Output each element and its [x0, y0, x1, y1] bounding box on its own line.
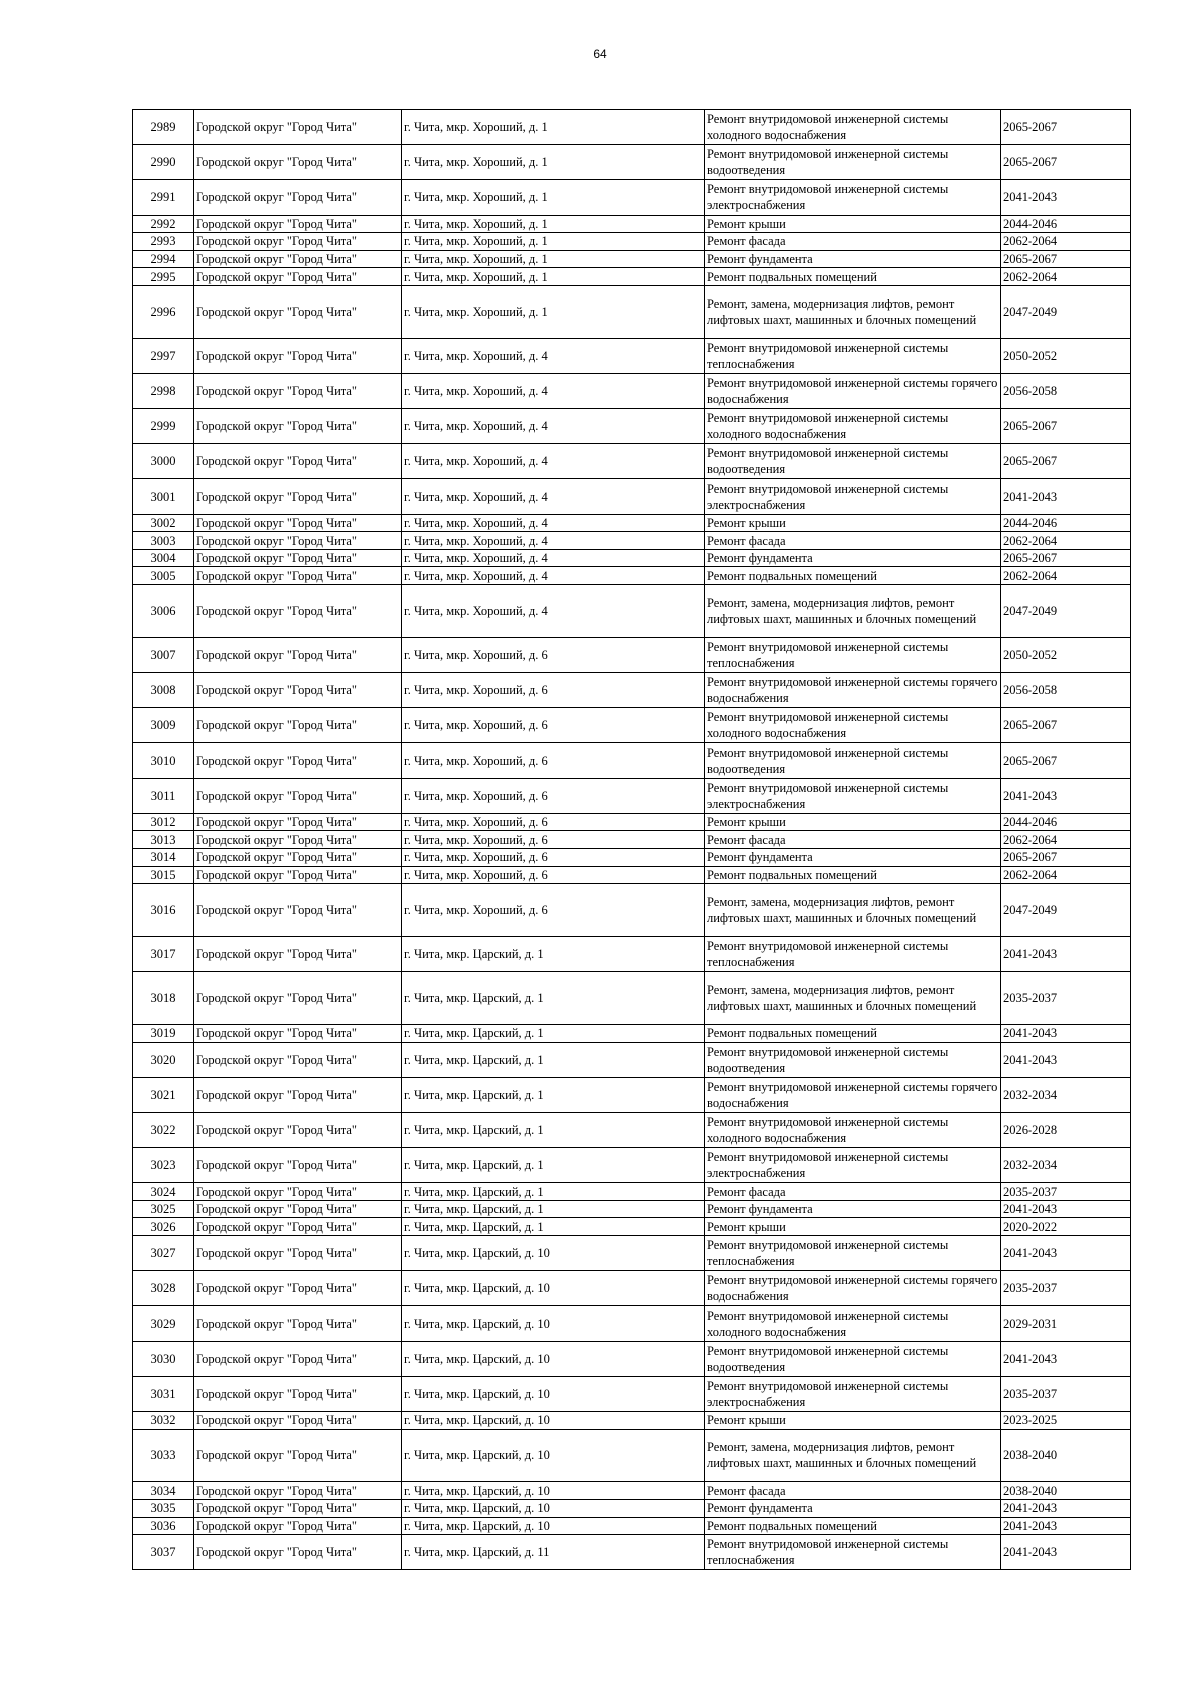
row-number-cell: 3002 — [133, 514, 194, 532]
work-type-cell: Ремонт внутридомовой инженерной системы теплоснабжения — [705, 637, 1001, 672]
period-cell: 2065-2067 — [1001, 444, 1131, 479]
municipality-cell: Городской округ "Город Чита" — [194, 1482, 402, 1500]
address-cell: г. Чита, мкр. Царский, д. 1 — [402, 1042, 705, 1077]
municipality-cell: Городской округ "Город Чита" — [194, 866, 402, 884]
table-row — [133, 1183, 1131, 1201]
municipality-cell: Городской округ "Город Чита" — [194, 479, 402, 514]
table-body — [133, 110, 1131, 1570]
address-cell: г. Чита, мкр. Царский, д. 10 — [402, 1236, 705, 1271]
address-cell: г. Чита, мкр. Царский, д. 1 — [402, 1148, 705, 1183]
row-number-cell: 3028 — [133, 1271, 194, 1306]
municipality-cell: Городской округ "Город Чита" — [194, 532, 402, 550]
municipality-cell: Городской округ "Город Чита" — [194, 1148, 402, 1183]
address-cell: г. Чита, мкр. Хороший, д. 1 — [402, 110, 705, 145]
period-cell: 2044-2046 — [1001, 514, 1131, 532]
address-cell: г. Чита, мкр. Хороший, д. 1 — [402, 215, 705, 233]
period-cell: 2023-2025 — [1001, 1412, 1131, 1430]
work-type-cell: Ремонт подвальных помещений — [705, 567, 1001, 585]
table-row — [133, 338, 1131, 373]
period-cell: 2020-2022 — [1001, 1218, 1131, 1236]
work-type-cell: Ремонт, замена, модернизация лифтов, ремонт лифтовых шахт, машинных и блочных помещений — [705, 285, 1001, 338]
municipality-cell: Городской округ "Город Чита" — [194, 743, 402, 778]
work-type-cell: Ремонт внутридомовой инженерной системы горячего водоснабжения — [705, 1077, 1001, 1112]
work-type-cell: Ремонт внутридомовой инженерной системы электроснабжения — [705, 479, 1001, 514]
period-cell: 2041-2043 — [1001, 1236, 1131, 1271]
period-cell: 2026-2028 — [1001, 1112, 1131, 1147]
row-number-cell: 2996 — [133, 285, 194, 338]
municipality-cell: Городской округ "Город Чита" — [194, 110, 402, 145]
table-row — [133, 1341, 1131, 1376]
work-type-cell: Ремонт внутридомовой инженерной системы холодного водоснабжения — [705, 1306, 1001, 1341]
table-row — [133, 250, 1131, 268]
work-type-cell: Ремонт фасада — [705, 233, 1001, 251]
table-row — [133, 1499, 1131, 1517]
address-cell: г. Чита, мкр. Хороший, д. 6 — [402, 884, 705, 937]
work-type-cell: Ремонт подвальных помещений — [705, 268, 1001, 286]
row-number-cell: 2998 — [133, 373, 194, 408]
address-cell: г. Чита, мкр. Хороший, д. 6 — [402, 813, 705, 831]
row-number-cell: 3035 — [133, 1499, 194, 1517]
table-row — [133, 444, 1131, 479]
municipality-cell: Городской округ "Город Чита" — [194, 1376, 402, 1411]
row-number-cell: 3013 — [133, 831, 194, 849]
address-cell: г. Чита, мкр. Хороший, д. 4 — [402, 549, 705, 567]
table-row — [133, 1200, 1131, 1218]
table-row — [133, 145, 1131, 180]
work-type-cell: Ремонт внутридомовой инженерной системы горячего водоснабжения — [705, 373, 1001, 408]
work-type-cell: Ремонт внутридомовой инженерной системы водоотведения — [705, 1341, 1001, 1376]
address-cell: г. Чита, мкр. Хороший, д. 1 — [402, 233, 705, 251]
work-type-cell: Ремонт внутридомовой инженерной системы горячего водоснабжения — [705, 1271, 1001, 1306]
municipality-cell: Городской округ "Город Чита" — [194, 813, 402, 831]
address-cell: г. Чита, мкр. Царский, д. 10 — [402, 1412, 705, 1430]
municipality-cell: Городской округ "Город Чита" — [194, 215, 402, 233]
table-row — [133, 1148, 1131, 1183]
row-number-cell: 3036 — [133, 1517, 194, 1535]
period-cell: 2062-2064 — [1001, 567, 1131, 585]
row-number-cell: 2992 — [133, 215, 194, 233]
period-cell: 2038-2040 — [1001, 1482, 1131, 1500]
address-cell: г. Чита, мкр. Хороший, д. 1 — [402, 250, 705, 268]
address-cell: г. Чита, мкр. Царский, д. 1 — [402, 1183, 705, 1201]
table-row — [133, 1517, 1131, 1535]
address-cell: г. Чита, мкр. Хороший, д. 6 — [402, 866, 705, 884]
period-cell: 2062-2064 — [1001, 532, 1131, 550]
table-row — [133, 233, 1131, 251]
row-number-cell: 3017 — [133, 936, 194, 971]
address-cell: г. Чита, мкр. Хороший, д. 4 — [402, 532, 705, 550]
work-type-cell: Ремонт, замена, модернизация лифтов, ремонт лифтовых шахт, машинных и блочных помещений — [705, 1429, 1001, 1482]
table-row — [133, 743, 1131, 778]
row-number-cell: 3025 — [133, 1200, 194, 1218]
work-type-cell: Ремонт внутридомовой инженерной системы теплоснабжения — [705, 1535, 1001, 1570]
row-number-cell: 3022 — [133, 1112, 194, 1147]
work-type-cell: Ремонт подвальных помещений — [705, 1024, 1001, 1042]
row-number-cell: 2989 — [133, 110, 194, 145]
work-type-cell: Ремонт, замена, модернизация лифтов, ремонт лифтовых шахт, машинных и блочных помещений — [705, 972, 1001, 1025]
period-cell: 2065-2067 — [1001, 743, 1131, 778]
municipality-cell: Городской округ "Город Чита" — [194, 1024, 402, 1042]
municipality-cell: Городской округ "Город Чита" — [194, 1499, 402, 1517]
table-row — [133, 1412, 1131, 1430]
table-row — [133, 813, 1131, 831]
table-row — [133, 848, 1131, 866]
period-cell: 2032-2034 — [1001, 1077, 1131, 1112]
row-number-cell: 3015 — [133, 866, 194, 884]
work-type-cell: Ремонт внутридомовой инженерной системы электроснабжения — [705, 180, 1001, 215]
row-number-cell: 3007 — [133, 637, 194, 672]
period-cell: 2041-2043 — [1001, 479, 1131, 514]
work-type-cell: Ремонт фасада — [705, 1482, 1001, 1500]
address-cell: г. Чита, мкр. Царский, д. 10 — [402, 1306, 705, 1341]
row-number-cell: 3016 — [133, 884, 194, 937]
table-row — [133, 831, 1131, 849]
table-row — [133, 1042, 1131, 1077]
work-type-cell: Ремонт внутридомовой инженерной системы горячего водоснабжения — [705, 673, 1001, 708]
address-cell: г. Чита, мкр. Хороший, д. 4 — [402, 567, 705, 585]
period-cell: 2050-2052 — [1001, 338, 1131, 373]
address-cell: г. Чита, мкр. Хороший, д. 6 — [402, 673, 705, 708]
work-type-cell: Ремонт крыши — [705, 1218, 1001, 1236]
work-type-cell: Ремонт внутридомовой инженерной системы электроснабжения — [705, 1376, 1001, 1411]
municipality-cell: Городской округ "Город Чита" — [194, 831, 402, 849]
row-number-cell: 3023 — [133, 1148, 194, 1183]
table-row — [133, 778, 1131, 813]
row-number-cell: 3010 — [133, 743, 194, 778]
row-number-cell: 3027 — [133, 1236, 194, 1271]
work-type-cell: Ремонт подвальных помещений — [705, 1517, 1001, 1535]
work-type-cell: Ремонт внутридомовой инженерной системы водоотведения — [705, 145, 1001, 180]
row-number-cell: 2993 — [133, 233, 194, 251]
municipality-cell: Городской округ "Город Чита" — [194, 1112, 402, 1147]
row-number-cell: 2990 — [133, 145, 194, 180]
period-cell: 2035-2037 — [1001, 1376, 1131, 1411]
municipality-cell: Городской округ "Город Чита" — [194, 1200, 402, 1218]
work-type-cell: Ремонт крыши — [705, 813, 1001, 831]
period-cell: 2065-2067 — [1001, 549, 1131, 567]
municipality-cell: Городской округ "Город Чита" — [194, 268, 402, 286]
row-number-cell: 3014 — [133, 848, 194, 866]
row-number-cell: 2994 — [133, 250, 194, 268]
period-cell: 2035-2037 — [1001, 1271, 1131, 1306]
address-cell: г. Чита, мкр. Хороший, д. 4 — [402, 585, 705, 638]
table-row — [133, 637, 1131, 672]
period-cell: 2062-2064 — [1001, 831, 1131, 849]
work-type-cell: Ремонт внутридомовой инженерной системы холодного водоснабжения — [705, 1112, 1001, 1147]
work-type-cell: Ремонт фасада — [705, 532, 1001, 550]
work-type-cell: Ремонт внутридомовой инженерной системы электроснабжения — [705, 1148, 1001, 1183]
address-cell: г. Чита, мкр. Хороший, д. 6 — [402, 743, 705, 778]
address-cell: г. Чита, мкр. Царский, д. 10 — [402, 1376, 705, 1411]
period-cell: 2065-2067 — [1001, 848, 1131, 866]
work-type-cell: Ремонт фундамента — [705, 1200, 1001, 1218]
period-cell: 2056-2058 — [1001, 673, 1131, 708]
period-cell: 2065-2067 — [1001, 250, 1131, 268]
period-cell: 2065-2067 — [1001, 708, 1131, 743]
work-type-cell: Ремонт внутридомовой инженерной системы водоотведения — [705, 1042, 1001, 1077]
address-cell: г. Чита, мкр. Хороший, д. 4 — [402, 514, 705, 532]
work-type-cell: Ремонт, замена, модернизация лифтов, ремонт лифтовых шахт, машинных и блочных помещений — [705, 585, 1001, 638]
work-type-cell: Ремонт фундамента — [705, 549, 1001, 567]
address-cell: г. Чита, мкр. Хороший, д. 6 — [402, 831, 705, 849]
period-cell: 2065-2067 — [1001, 409, 1131, 444]
period-cell: 2062-2064 — [1001, 866, 1131, 884]
address-cell: г. Чита, мкр. Хороший, д. 1 — [402, 145, 705, 180]
period-cell: 2038-2040 — [1001, 1429, 1131, 1482]
period-cell: 2035-2037 — [1001, 972, 1131, 1025]
table-row — [133, 567, 1131, 585]
address-cell: г. Чита, мкр. Царский, д. 10 — [402, 1429, 705, 1482]
address-cell: г. Чита, мкр. Царский, д. 1 — [402, 1200, 705, 1218]
row-number-cell: 3003 — [133, 532, 194, 550]
table-row — [133, 373, 1131, 408]
address-cell: г. Чита, мкр. Царский, д. 10 — [402, 1482, 705, 1500]
work-type-cell: Ремонт, замена, модернизация лифтов, ремонт лифтовых шахт, машинных и блочных помещений — [705, 884, 1001, 937]
table-row — [133, 110, 1131, 145]
period-cell: 2062-2064 — [1001, 268, 1131, 286]
municipality-cell: Городской округ "Город Чита" — [194, 637, 402, 672]
municipality-cell: Городской округ "Город Чита" — [194, 373, 402, 408]
period-cell: 2044-2046 — [1001, 215, 1131, 233]
address-cell: г. Чита, мкр. Хороший, д. 4 — [402, 444, 705, 479]
municipality-cell: Городской округ "Город Чита" — [194, 549, 402, 567]
municipality-cell: Городской округ "Город Чита" — [194, 444, 402, 479]
row-number-cell: 3012 — [133, 813, 194, 831]
table-row — [133, 549, 1131, 567]
work-type-cell: Ремонт фасада — [705, 1183, 1001, 1201]
table-row — [133, 514, 1131, 532]
row-number-cell: 3034 — [133, 1482, 194, 1500]
address-cell: г. Чита, мкр. Царский, д. 1 — [402, 1024, 705, 1042]
table-row — [133, 1306, 1131, 1341]
row-number-cell: 3001 — [133, 479, 194, 514]
table-row — [133, 1077, 1131, 1112]
municipality-cell: Городской округ "Город Чита" — [194, 250, 402, 268]
table-row — [133, 866, 1131, 884]
repair-schedule-table — [132, 109, 1131, 1570]
row-number-cell: 3033 — [133, 1429, 194, 1482]
table-row — [133, 673, 1131, 708]
work-type-cell: Ремонт крыши — [705, 1412, 1001, 1430]
row-number-cell: 3024 — [133, 1183, 194, 1201]
address-cell: г. Чита, мкр. Хороший, д. 4 — [402, 479, 705, 514]
municipality-cell: Городской округ "Город Чита" — [194, 285, 402, 338]
address-cell: г. Чита, мкр. Царский, д. 10 — [402, 1499, 705, 1517]
period-cell: 2050-2052 — [1001, 637, 1131, 672]
period-cell: 2041-2043 — [1001, 778, 1131, 813]
work-type-cell: Ремонт внутридомовой инженерной системы водоотведения — [705, 444, 1001, 479]
table-row — [133, 215, 1131, 233]
row-number-cell: 2991 — [133, 180, 194, 215]
row-number-cell: 3032 — [133, 1412, 194, 1430]
table-row — [133, 1218, 1131, 1236]
municipality-cell: Городской округ "Город Чита" — [194, 972, 402, 1025]
municipality-cell: Городской округ "Город Чита" — [194, 848, 402, 866]
work-type-cell: Ремонт внутридомовой инженерной системы теплоснабжения — [705, 936, 1001, 971]
row-number-cell: 3021 — [133, 1077, 194, 1112]
work-type-cell: Ремонт фундамента — [705, 848, 1001, 866]
table-row — [133, 972, 1131, 1025]
address-cell: г. Чита, мкр. Царский, д. 10 — [402, 1271, 705, 1306]
table-row — [133, 708, 1131, 743]
page-number: 64 — [593, 47, 607, 61]
period-cell: 2047-2049 — [1001, 585, 1131, 638]
work-type-cell: Ремонт подвальных помещений — [705, 866, 1001, 884]
municipality-cell: Городской округ "Город Чита" — [194, 1341, 402, 1376]
row-number-cell: 3005 — [133, 567, 194, 585]
table-row — [133, 409, 1131, 444]
table-row — [133, 479, 1131, 514]
row-number-cell: 3004 — [133, 549, 194, 567]
address-cell: г. Чита, мкр. Хороший, д. 6 — [402, 848, 705, 866]
municipality-cell: Городской округ "Город Чита" — [194, 233, 402, 251]
table-row — [133, 285, 1131, 338]
row-number-cell: 3026 — [133, 1218, 194, 1236]
period-cell: 2041-2043 — [1001, 1499, 1131, 1517]
row-number-cell: 3029 — [133, 1306, 194, 1341]
period-cell: 2035-2037 — [1001, 1183, 1131, 1201]
table-row — [133, 1112, 1131, 1147]
period-cell: 2029-2031 — [1001, 1306, 1131, 1341]
table-row — [133, 180, 1131, 215]
table-row — [133, 532, 1131, 550]
address-cell: г. Чита, мкр. Царский, д. 1 — [402, 1077, 705, 1112]
row-number-cell: 2995 — [133, 268, 194, 286]
row-number-cell: 3019 — [133, 1024, 194, 1042]
table-row — [133, 585, 1131, 638]
municipality-cell: Городской округ "Город Чита" — [194, 936, 402, 971]
table-row — [133, 1535, 1131, 1570]
work-type-cell: Ремонт фасада — [705, 831, 1001, 849]
period-cell: 2062-2064 — [1001, 233, 1131, 251]
period-cell: 2041-2043 — [1001, 1517, 1131, 1535]
municipality-cell: Городской округ "Город Чита" — [194, 180, 402, 215]
address-cell: г. Чита, мкр. Хороший, д. 4 — [402, 409, 705, 444]
municipality-cell: Городской округ "Город Чита" — [194, 673, 402, 708]
table-row — [133, 884, 1131, 937]
table-row — [133, 1482, 1131, 1500]
work-type-cell: Ремонт внутридомовой инженерной системы теплоснабжения — [705, 338, 1001, 373]
municipality-cell: Городской округ "Город Чита" — [194, 1306, 402, 1341]
municipality-cell: Городской округ "Город Чита" — [194, 567, 402, 585]
period-cell: 2041-2043 — [1001, 1341, 1131, 1376]
work-type-cell: Ремонт внутридомовой инженерной системы холодного водоснабжения — [705, 110, 1001, 145]
address-cell: г. Чита, мкр. Царский, д. 10 — [402, 1517, 705, 1535]
row-number-cell: 3030 — [133, 1341, 194, 1376]
row-number-cell: 3008 — [133, 673, 194, 708]
municipality-cell: Городской округ "Город Чита" — [194, 145, 402, 180]
municipality-cell: Городской округ "Город Чита" — [194, 1218, 402, 1236]
period-cell: 2041-2043 — [1001, 1535, 1131, 1570]
period-cell: 2041-2043 — [1001, 1200, 1131, 1218]
municipality-cell: Городской округ "Город Чита" — [194, 1535, 402, 1570]
row-number-cell: 3031 — [133, 1376, 194, 1411]
row-number-cell: 3000 — [133, 444, 194, 479]
period-cell: 2065-2067 — [1001, 145, 1131, 180]
work-type-cell: Ремонт внутридомовой инженерной системы холодного водоснабжения — [705, 708, 1001, 743]
work-type-cell: Ремонт фундамента — [705, 1499, 1001, 1517]
address-cell: г. Чита, мкр. Царский, д. 10 — [402, 1341, 705, 1376]
table-row — [133, 1024, 1131, 1042]
table-row — [133, 268, 1131, 286]
address-cell: г. Чита, мкр. Хороший, д. 1 — [402, 180, 705, 215]
municipality-cell: Городской округ "Город Чита" — [194, 884, 402, 937]
municipality-cell: Городской округ "Город Чита" — [194, 585, 402, 638]
table-row — [133, 1271, 1131, 1306]
work-type-cell: Ремонт крыши — [705, 215, 1001, 233]
work-type-cell: Ремонт внутридомовой инженерной системы холодного водоснабжения — [705, 409, 1001, 444]
address-cell: г. Чита, мкр. Хороший, д. 1 — [402, 285, 705, 338]
row-number-cell: 2997 — [133, 338, 194, 373]
municipality-cell: Городской округ "Город Чита" — [194, 1042, 402, 1077]
address-cell: г. Чита, мкр. Хороший, д. 4 — [402, 373, 705, 408]
municipality-cell: Городской округ "Город Чита" — [194, 778, 402, 813]
address-cell: г. Чита, мкр. Царский, д. 11 — [402, 1535, 705, 1570]
municipality-cell: Городской округ "Город Чита" — [194, 1183, 402, 1201]
municipality-cell: Городской округ "Город Чита" — [194, 1429, 402, 1482]
period-cell: 2032-2034 — [1001, 1148, 1131, 1183]
address-cell: г. Чита, мкр. Царский, д. 1 — [402, 1218, 705, 1236]
municipality-cell: Городской округ "Город Чита" — [194, 1271, 402, 1306]
row-number-cell: 3037 — [133, 1535, 194, 1570]
row-number-cell: 2999 — [133, 409, 194, 444]
table-row — [133, 1376, 1131, 1411]
period-cell: 2065-2067 — [1001, 110, 1131, 145]
municipality-cell: Городской округ "Город Чита" — [194, 1077, 402, 1112]
period-cell: 2041-2043 — [1001, 1024, 1131, 1042]
municipality-cell: Городской округ "Город Чита" — [194, 338, 402, 373]
address-cell: г. Чита, мкр. Хороший, д. 6 — [402, 708, 705, 743]
work-type-cell: Ремонт внутридомовой инженерной системы теплоснабжения — [705, 1236, 1001, 1271]
address-cell: г. Чита, мкр. Хороший, д. 1 — [402, 268, 705, 286]
row-number-cell: 3018 — [133, 972, 194, 1025]
period-cell: 2047-2049 — [1001, 884, 1131, 937]
municipality-cell: Городской округ "Город Чита" — [194, 514, 402, 532]
row-number-cell: 3006 — [133, 585, 194, 638]
municipality-cell: Городской округ "Город Чита" — [194, 708, 402, 743]
address-cell: г. Чита, мкр. Хороший, д. 6 — [402, 778, 705, 813]
work-type-cell: Ремонт внутридомовой инженерной системы водоотведения — [705, 743, 1001, 778]
period-cell: 2041-2043 — [1001, 180, 1131, 215]
address-cell: г. Чита, мкр. Хороший, д. 6 — [402, 637, 705, 672]
row-number-cell: 3009 — [133, 708, 194, 743]
address-cell: г. Чита, мкр. Царский, д. 1 — [402, 936, 705, 971]
work-type-cell: Ремонт крыши — [705, 514, 1001, 532]
period-cell: 2047-2049 — [1001, 285, 1131, 338]
period-cell: 2056-2058 — [1001, 373, 1131, 408]
municipality-cell: Городской округ "Город Чита" — [194, 1236, 402, 1271]
address-cell: г. Чита, мкр. Хороший, д. 4 — [402, 338, 705, 373]
municipality-cell: Городской округ "Город Чита" — [194, 409, 402, 444]
work-type-cell: Ремонт фундамента — [705, 250, 1001, 268]
period-cell: 2041-2043 — [1001, 1042, 1131, 1077]
row-number-cell: 3011 — [133, 778, 194, 813]
municipality-cell: Городской округ "Город Чита" — [194, 1412, 402, 1430]
municipality-cell: Городской округ "Город Чита" — [194, 1517, 402, 1535]
work-type-cell: Ремонт внутридомовой инженерной системы электроснабжения — [705, 778, 1001, 813]
address-cell: г. Чита, мкр. Царский, д. 1 — [402, 1112, 705, 1147]
period-cell: 2041-2043 — [1001, 936, 1131, 971]
address-cell: г. Чита, мкр. Царский, д. 1 — [402, 972, 705, 1025]
period-cell: 2044-2046 — [1001, 813, 1131, 831]
table-row — [133, 936, 1131, 971]
row-number-cell: 3020 — [133, 1042, 194, 1077]
table-row — [133, 1236, 1131, 1271]
table-row — [133, 1429, 1131, 1482]
